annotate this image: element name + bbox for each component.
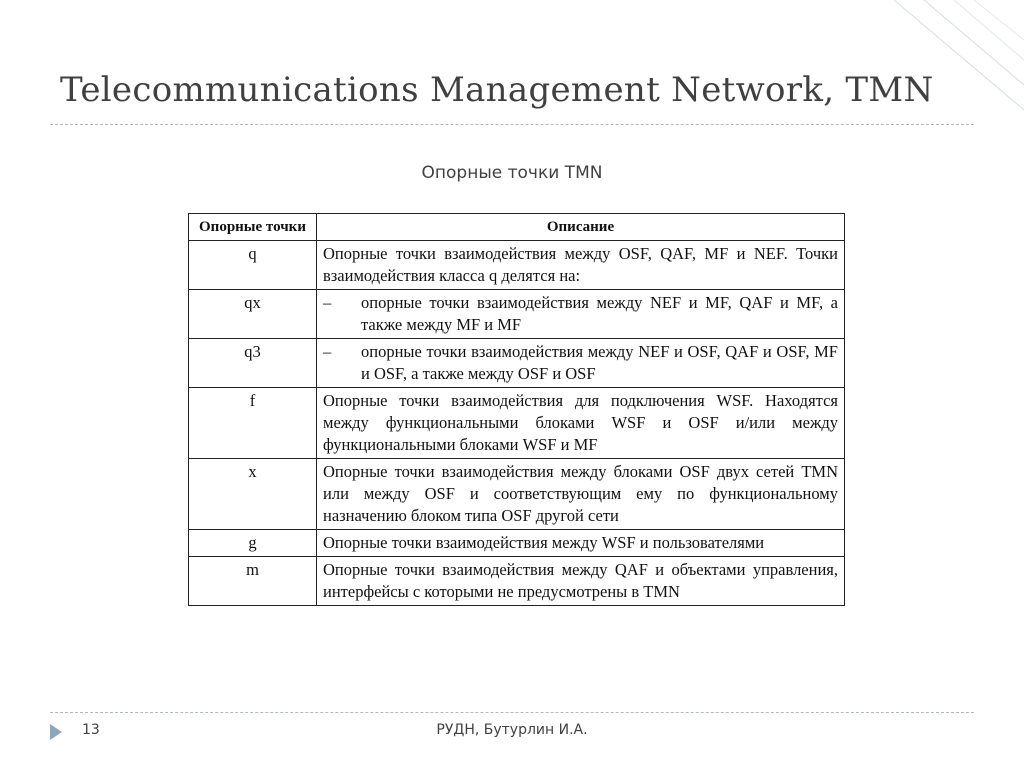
point-cell: q [189, 241, 317, 290]
header-points: Опорные точки [189, 214, 317, 241]
point-cell: g [189, 530, 317, 557]
list-dash: – [323, 293, 332, 312]
description-cell [317, 339, 845, 388]
table-row [189, 241, 845, 290]
point-cell: x [189, 459, 317, 530]
table-caption: Опорные точки TMN [421, 163, 603, 183]
description-text: опорные точки взаимодействия между NEF и OSF, QAF и OSF, MF и OSF, а также между OSF и OSF [361, 342, 838, 383]
footer-author: РУДН, Бутурлин И.А. [436, 722, 588, 738]
table-row [189, 388, 845, 459]
table-header-row [189, 214, 845, 241]
description-cell: Опорные точки взаимодействия для подключения WSF. Находятся между функциональными блоками WSF и OSF и/или между функциональными блоками WSF и MF [317, 388, 845, 459]
point-cell: qx [189, 290, 317, 339]
list-dash: – [323, 342, 332, 361]
table-row [189, 339, 845, 388]
table-row [189, 459, 845, 530]
slide-title: Telecommunications Management Network, TMN [60, 70, 934, 110]
table-row [189, 530, 845, 557]
description-cell: Опорные точки взаимодействия между QAF и объектами управления, интерфейсы с которыми не предусмотрены в TMN [317, 557, 845, 606]
description-cell [317, 290, 845, 339]
table-row [189, 290, 845, 339]
header-description: Описание [317, 214, 845, 241]
footer-divider [50, 712, 974, 713]
reference-points-table [188, 213, 845, 606]
description-cell: Опорные точки взаимодействия между WSF и пользователями [317, 530, 845, 557]
description-cell: Опорные точки взаимодействия между OSF, QAF, MF и NEF. Точки взаимодействия класса q делятся на: [317, 241, 845, 290]
description-cell: Опорные точки взаимодействия между блоками OSF двух сетей TMN или между OSF и соответствующим ему по функциональному назначению блоком типа OSF другой сети [317, 459, 845, 530]
description-text: опорные точки взаимодействия между NEF и MF, QAF и MF, а также между MF и MF [361, 293, 838, 334]
point-cell: q3 [189, 339, 317, 388]
table-row [189, 557, 845, 606]
page-number: 13 [82, 722, 100, 738]
point-cell: f [189, 388, 317, 459]
point-cell: m [189, 557, 317, 606]
title-divider [50, 124, 974, 125]
